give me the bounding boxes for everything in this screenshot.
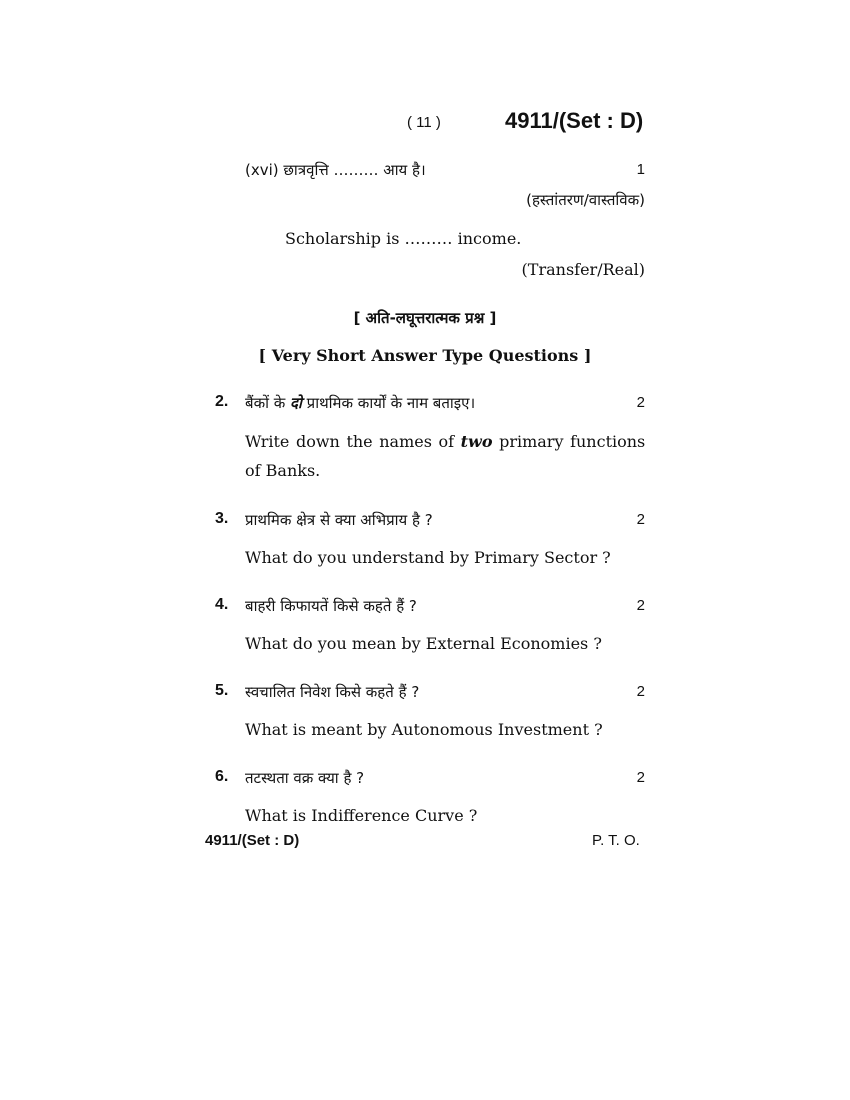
emphasis-text: two: [460, 432, 493, 451]
question-hindi: बाहरी किफायतें किसे कहते हैं ?: [245, 597, 417, 615]
question-number: 5.: [215, 682, 229, 699]
question-english-text: primary functions: [492, 432, 646, 451]
question-hindi: [245, 393, 475, 413]
footer-code: 4911/(Set : D): [205, 832, 300, 849]
question-english-text: Write down the names of: [245, 432, 461, 451]
question-number: 3.: [215, 510, 229, 527]
question-english: What is Indifference Curve ?: [245, 806, 478, 825]
question-hindi-text: प्राथमिक कार्यों के नाम बताइए।: [301, 394, 476, 412]
question-marks: 1: [636, 161, 645, 178]
question-number: 6.: [215, 768, 229, 785]
question-marks: 2: [636, 769, 645, 786]
paper-code: 4911/(Set : D): [505, 108, 644, 133]
question-hindi: [245, 160, 426, 180]
english-options: (Transfer/Real): [521, 260, 645, 279]
question-hindi: प्राथमिक क्षेत्र से क्या अभिप्राय है ?: [245, 511, 433, 529]
question-hindi: तटस्थता वक्र क्या है ?: [245, 769, 365, 787]
question-hindi: स्वचालित निवेश किसे कहते हैं ?: [245, 683, 420, 701]
question-english: What is meant by Autonomous Investment ?: [245, 720, 603, 739]
question-english: What do you understand by Primary Sector ?: [245, 548, 611, 567]
question-marks: 2: [636, 394, 645, 411]
section-title-english: [ Very Short Answer Type Questions ]: [258, 346, 592, 365]
question-english: Scholarship is ……… income.: [285, 229, 522, 248]
question-number: 2.: [215, 393, 229, 410]
pto-note: P. T. O.: [592, 832, 640, 849]
question-marks: 2: [636, 597, 645, 614]
emphasis-text: दो: [290, 394, 302, 412]
section-title-hindi: [ अति-लघूत्तरात्मक प्रश्न ]: [353, 309, 497, 327]
question-hindi-text: बैंकों के: [245, 394, 291, 412]
question-number: (xvi): [245, 161, 279, 179]
question-english: What do you mean by External Economies ?: [245, 634, 602, 653]
question-marks: 2: [636, 511, 645, 528]
question-marks: 2: [636, 683, 645, 700]
question-hindi-text: छात्रवृत्ति ……… आय है।: [283, 161, 426, 179]
page-number: ( 11 ): [407, 114, 441, 131]
question-english-line2: of Banks.: [245, 461, 321, 480]
question-number: 4.: [215, 596, 229, 613]
hindi-options: (हस्तांतरण/वास्तविक): [526, 191, 645, 209]
question-english: [245, 432, 645, 451]
